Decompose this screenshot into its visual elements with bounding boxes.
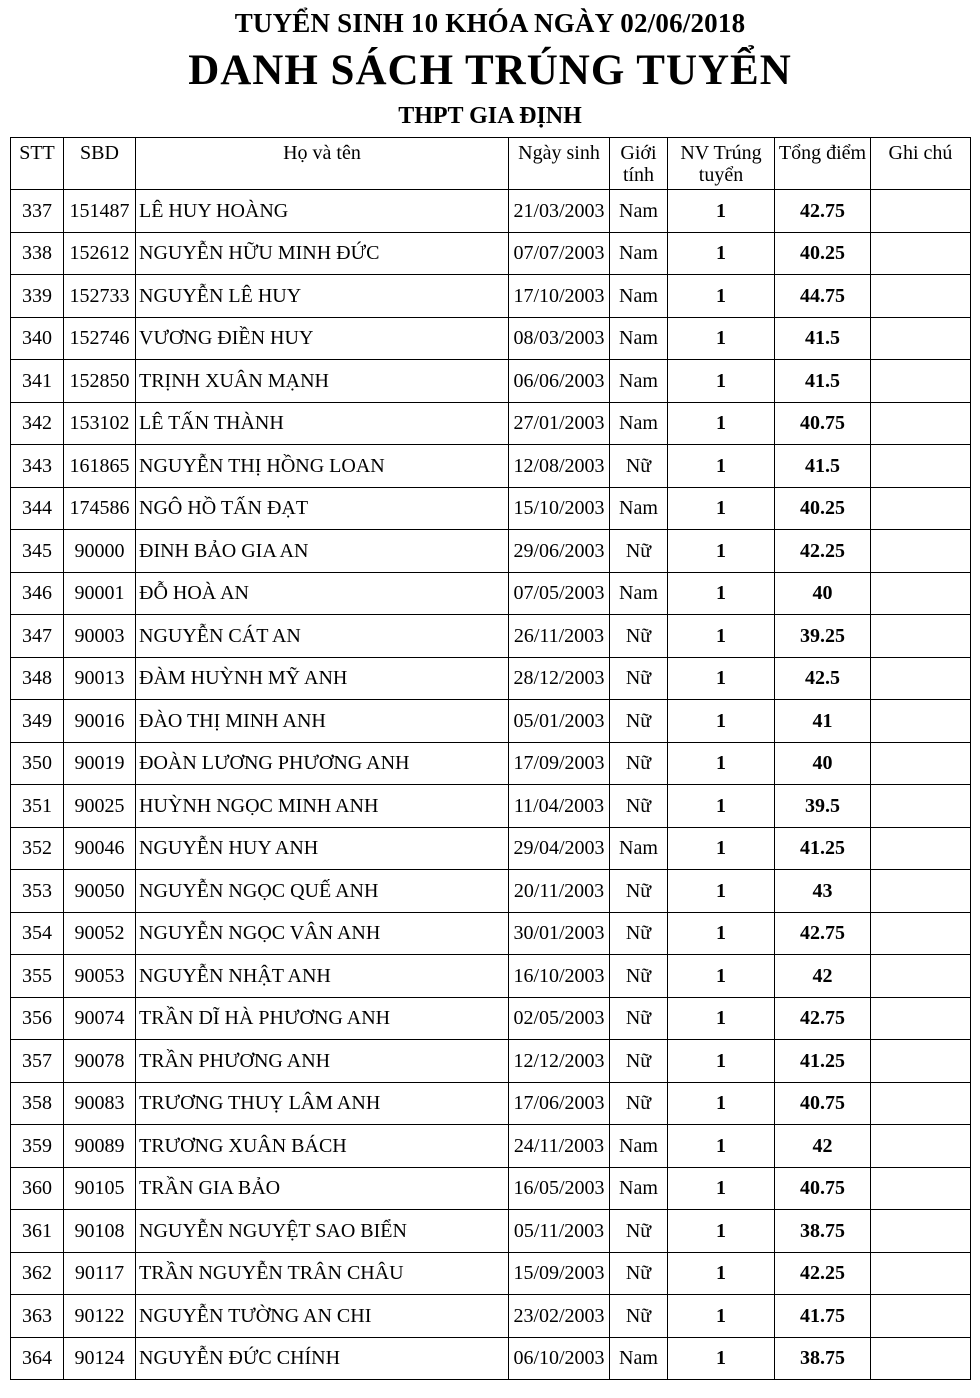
cell-note	[871, 402, 971, 445]
cell-dob: 17/09/2003	[509, 742, 610, 785]
cell-name: ĐÀO THỊ MINH ANH	[136, 700, 509, 743]
cell-dob: 29/04/2003	[509, 827, 610, 870]
cell-nv: 1	[668, 530, 775, 573]
cell-dob: 26/11/2003	[509, 615, 610, 658]
cell-sbd: 152733	[64, 275, 136, 318]
cell-stt: 340	[11, 317, 64, 360]
cell-sex: Nam	[610, 1125, 668, 1168]
cell-score: 42.5	[775, 657, 871, 700]
cell-name: NGUYỄN CÁT AN	[136, 615, 509, 658]
table-row	[11, 1125, 971, 1168]
cell-sex: Nữ	[610, 1295, 668, 1338]
cell-sex: Nam	[610, 190, 668, 233]
cell-sex: Nữ	[610, 530, 668, 573]
cell-sex: Nam	[610, 275, 668, 318]
cell-name: TRẦN PHƯƠNG ANH	[136, 1040, 509, 1083]
cell-name: VƯƠNG ĐIỀN HUY	[136, 317, 509, 360]
table-row	[11, 997, 971, 1040]
cell-note	[871, 657, 971, 700]
cell-stt: 338	[11, 232, 64, 275]
cell-score: 42	[775, 955, 871, 998]
cell-note	[871, 232, 971, 275]
cell-stt: 345	[11, 530, 64, 573]
cell-note	[871, 190, 971, 233]
cell-dob: 15/09/2003	[509, 1252, 610, 1295]
cell-dob: 12/12/2003	[509, 1040, 610, 1083]
cell-stt: 356	[11, 997, 64, 1040]
header-nv	[668, 138, 775, 190]
school-name: THPT GIA ĐỊNH	[398, 103, 582, 129]
cell-sbd: 90001	[64, 572, 136, 615]
cell-sbd: 90052	[64, 912, 136, 955]
cell-stt: 339	[11, 275, 64, 318]
cell-sex: Nam	[610, 1167, 668, 1210]
cell-sbd: 90016	[64, 700, 136, 743]
cell-dob: 16/05/2003	[509, 1167, 610, 1210]
cell-note	[871, 445, 971, 488]
cell-sex: Nữ	[610, 1210, 668, 1253]
table-row	[11, 190, 971, 233]
table-row	[11, 360, 971, 403]
cell-name: TRẦN GIA BẢO	[136, 1167, 509, 1210]
header-sbd: SBD	[64, 138, 136, 190]
table-row	[11, 1337, 971, 1380]
cell-nv: 1	[668, 1082, 775, 1125]
cell-nv: 1	[668, 1210, 775, 1253]
cell-stt: 352	[11, 827, 64, 870]
header-nv-line2: tuyển	[698, 164, 744, 186]
cell-name: ĐÀM HUỲNH MỸ ANH	[136, 657, 509, 700]
cell-sbd: 174586	[64, 487, 136, 530]
cell-nv: 1	[668, 1252, 775, 1295]
cell-dob: 30/01/2003	[509, 912, 610, 955]
table-row	[11, 657, 971, 700]
cell-nv: 1	[668, 955, 775, 998]
cell-stt: 363	[11, 1295, 64, 1338]
cell-score: 42.75	[775, 997, 871, 1040]
cell-stt: 360	[11, 1167, 64, 1210]
cell-stt: 353	[11, 870, 64, 913]
cell-name: NGUYỄN NHẬT ANH	[136, 955, 509, 998]
cell-sbd: 90025	[64, 785, 136, 828]
cell-stt: 361	[11, 1210, 64, 1253]
cell-score: 43	[775, 870, 871, 913]
cell-sbd: 161865	[64, 445, 136, 488]
cell-dob: 08/03/2003	[509, 317, 610, 360]
header-dob: Ngày sinh	[509, 138, 610, 190]
cell-sbd: 90019	[64, 742, 136, 785]
cell-sbd: 90074	[64, 997, 136, 1040]
admission-table	[10, 137, 971, 1380]
cell-sex: Nam	[610, 232, 668, 275]
table-row	[11, 870, 971, 913]
cell-note	[871, 912, 971, 955]
cell-score: 41.5	[775, 317, 871, 360]
cell-sex: Nữ	[610, 700, 668, 743]
cell-nv: 1	[668, 615, 775, 658]
cell-sbd: 152612	[64, 232, 136, 275]
cell-sex: Nữ	[610, 785, 668, 828]
cell-note	[871, 1082, 971, 1125]
table-row	[11, 275, 971, 318]
table-row	[11, 1082, 971, 1125]
table-row	[11, 1210, 971, 1253]
header-nv-line1: NV Trúng	[680, 142, 762, 164]
cell-stt: 350	[11, 742, 64, 785]
table-row	[11, 1167, 971, 1210]
header-name: Họ và tên	[136, 138, 509, 190]
table-row	[11, 572, 971, 615]
cell-sbd: 90013	[64, 657, 136, 700]
cell-score: 39.5	[775, 785, 871, 828]
cell-nv: 1	[668, 232, 775, 275]
cell-stt: 355	[11, 955, 64, 998]
cell-dob: 05/11/2003	[509, 1210, 610, 1253]
cell-score: 42.25	[775, 530, 871, 573]
cell-sex: Nam	[610, 827, 668, 870]
cell-sbd: 90124	[64, 1337, 136, 1380]
cell-note	[871, 870, 971, 913]
cell-sex: Nữ	[610, 615, 668, 658]
cell-name: NGÔ HỒ TẤN ĐẠT	[136, 487, 509, 530]
cell-dob: 15/10/2003	[509, 487, 610, 530]
table-body	[11, 190, 971, 1380]
header-sex-line1: Giới	[620, 142, 657, 164]
cell-score: 41.5	[775, 360, 871, 403]
cell-stt: 362	[11, 1252, 64, 1295]
cell-sbd: 90050	[64, 870, 136, 913]
cell-nv: 1	[668, 700, 775, 743]
table-row	[11, 955, 971, 998]
header-sex-line2: tính	[622, 164, 655, 186]
cell-name: NGUYỄN NGỌC VÂN ANH	[136, 912, 509, 955]
cell-name: NGUYỄN LÊ HUY	[136, 275, 509, 318]
cell-dob: 07/07/2003	[509, 232, 610, 275]
cell-nv: 1	[668, 997, 775, 1040]
cell-score: 41.25	[775, 827, 871, 870]
cell-stt: 347	[11, 615, 64, 658]
cell-nv: 1	[668, 1167, 775, 1210]
cell-score: 40.75	[775, 1167, 871, 1210]
cell-score: 40.25	[775, 232, 871, 275]
cell-name: NGUYỄN TƯỜNG AN CHI	[136, 1295, 509, 1338]
cell-name: TRƯƠNG THUỴ LÂM ANH	[136, 1082, 509, 1125]
cell-name: NGUYỄN ĐỨC CHÍNH	[136, 1337, 509, 1380]
cell-name: TRỊNH XUÂN MẠNH	[136, 360, 509, 403]
cell-sbd: 90003	[64, 615, 136, 658]
cell-sbd: 90046	[64, 827, 136, 870]
table-row	[11, 317, 971, 360]
cell-sbd: 90089	[64, 1125, 136, 1168]
cell-nv: 1	[668, 402, 775, 445]
cell-sex: Nam	[610, 487, 668, 530]
cell-stt: 344	[11, 487, 64, 530]
cell-note	[871, 997, 971, 1040]
cell-note	[871, 615, 971, 658]
cell-nv: 1	[668, 785, 775, 828]
cell-name: ĐINH BẢO GIA AN	[136, 530, 509, 573]
cell-score: 42.25	[775, 1252, 871, 1295]
cell-name: NGUYỄN HUY ANH	[136, 827, 509, 870]
cell-note	[871, 1167, 971, 1210]
cell-name: HUỲNH NGỌC MINH ANH	[136, 785, 509, 828]
cell-sbd: 90078	[64, 1040, 136, 1083]
cell-nv: 1	[668, 657, 775, 700]
cell-note	[871, 1295, 971, 1338]
cell-stt: 358	[11, 1082, 64, 1125]
cell-note	[871, 572, 971, 615]
cell-name: NGUYỄN HỮU MINH ĐỨC	[136, 232, 509, 275]
cell-dob: 27/01/2003	[509, 402, 610, 445]
cell-sex: Nam	[610, 1337, 668, 1380]
cell-sex: Nữ	[610, 657, 668, 700]
cell-stt: 364	[11, 1337, 64, 1380]
cell-note	[871, 1125, 971, 1168]
cell-score: 40.25	[775, 487, 871, 530]
cell-sex: Nam	[610, 572, 668, 615]
cell-dob: 06/06/2003	[509, 360, 610, 403]
table-row	[11, 1252, 971, 1295]
cell-sex: Nam	[610, 317, 668, 360]
cell-score: 42.75	[775, 912, 871, 955]
cell-dob: 05/01/2003	[509, 700, 610, 743]
cell-name: NGUYỄN NGUYỆT SAO BIỂN	[136, 1210, 509, 1253]
cell-name: TRẦN DĨ HÀ PHƯƠNG ANH	[136, 997, 509, 1040]
cell-sbd: 90122	[64, 1295, 136, 1338]
cell-dob: 17/06/2003	[509, 1082, 610, 1125]
document-title: TUYỂN SINH 10 KHÓA NGÀY 02/06/2018	[234, 8, 746, 38]
table-row	[11, 1040, 971, 1083]
cell-sex: Nam	[610, 402, 668, 445]
cell-nv: 1	[668, 1295, 775, 1338]
cell-name: TRẦN NGUYỄN TRÂN CHÂU	[136, 1252, 509, 1295]
cell-name: LÊ HUY HOÀNG	[136, 190, 509, 233]
cell-score: 38.75	[775, 1210, 871, 1253]
cell-score: 41.75	[775, 1295, 871, 1338]
cell-nv: 1	[668, 870, 775, 913]
cell-note	[871, 827, 971, 870]
cell-note	[871, 1337, 971, 1380]
cell-name: ĐOÀN LƯƠNG PHƯƠNG ANH	[136, 742, 509, 785]
cell-score: 39.25	[775, 615, 871, 658]
header-stt: STT	[11, 138, 64, 190]
cell-nv: 1	[668, 445, 775, 488]
cell-stt: 342	[11, 402, 64, 445]
cell-dob: 06/10/2003	[509, 1337, 610, 1380]
cell-sex: Nữ	[610, 870, 668, 913]
cell-score: 40.75	[775, 402, 871, 445]
cell-nv: 1	[668, 275, 775, 318]
table-row	[11, 402, 971, 445]
cell-dob: 12/08/2003	[509, 445, 610, 488]
cell-note	[871, 317, 971, 360]
cell-nv: 1	[668, 1125, 775, 1168]
cell-score: 41.5	[775, 445, 871, 488]
cell-note	[871, 1252, 971, 1295]
cell-name: LÊ TẤN THÀNH	[136, 402, 509, 445]
table-row	[11, 912, 971, 955]
cell-note	[871, 742, 971, 785]
cell-sex: Nữ	[610, 742, 668, 785]
cell-nv: 1	[668, 1337, 775, 1380]
cell-sex: Nữ	[610, 912, 668, 955]
cell-sex: Nữ	[610, 955, 668, 998]
cell-score: 40	[775, 742, 871, 785]
cell-score: 42.75	[775, 190, 871, 233]
cell-note	[871, 700, 971, 743]
cell-sbd: 90083	[64, 1082, 136, 1125]
cell-dob: 17/10/2003	[509, 275, 610, 318]
cell-dob: 28/12/2003	[509, 657, 610, 700]
cell-name: NGUYỄN NGỌC QUẾ ANH	[136, 870, 509, 913]
cell-sbd: 90105	[64, 1167, 136, 1210]
cell-note	[871, 955, 971, 998]
cell-sbd: 90000	[64, 530, 136, 573]
cell-nv: 1	[668, 190, 775, 233]
cell-score: 41.25	[775, 1040, 871, 1083]
cell-dob: 16/10/2003	[509, 955, 610, 998]
cell-stt: 348	[11, 657, 64, 700]
cell-stt: 354	[11, 912, 64, 955]
header-score: Tổng điểm	[775, 138, 871, 190]
table-row	[11, 615, 971, 658]
cell-dob: 07/05/2003	[509, 572, 610, 615]
cell-stt: 359	[11, 1125, 64, 1168]
table-row	[11, 700, 971, 743]
table-row	[11, 785, 971, 828]
cell-stt: 349	[11, 700, 64, 743]
cell-score: 44.75	[775, 275, 871, 318]
cell-sex: Nữ	[610, 445, 668, 488]
cell-sex: Nam	[610, 360, 668, 403]
cell-note	[871, 1210, 971, 1253]
cell-sbd: 90053	[64, 955, 136, 998]
table-row	[11, 827, 971, 870]
cell-sbd: 151487	[64, 190, 136, 233]
cell-dob: 11/04/2003	[509, 785, 610, 828]
cell-dob: 29/06/2003	[509, 530, 610, 573]
cell-score: 40.75	[775, 1082, 871, 1125]
cell-nv: 1	[668, 912, 775, 955]
table-row	[11, 1295, 971, 1338]
cell-sbd: 152746	[64, 317, 136, 360]
cell-sex: Nữ	[610, 1040, 668, 1083]
cell-score: 42	[775, 1125, 871, 1168]
cell-nv: 1	[668, 827, 775, 870]
cell-sex: Nữ	[610, 1082, 668, 1125]
header-note: Ghi chú	[871, 138, 971, 190]
cell-note	[871, 785, 971, 828]
cell-sex: Nữ	[610, 997, 668, 1040]
cell-stt: 341	[11, 360, 64, 403]
cell-nv: 1	[668, 487, 775, 530]
cell-stt: 337	[11, 190, 64, 233]
table-row	[11, 232, 971, 275]
cell-name: ĐỖ HOÀ AN	[136, 572, 509, 615]
cell-score: 41	[775, 700, 871, 743]
cell-stt: 357	[11, 1040, 64, 1083]
cell-score: 38.75	[775, 1337, 871, 1380]
header-sex	[610, 138, 668, 190]
cell-dob: 20/11/2003	[509, 870, 610, 913]
cell-note	[871, 275, 971, 318]
table-header	[11, 138, 971, 190]
cell-sbd: 90108	[64, 1210, 136, 1253]
cell-nv: 1	[668, 317, 775, 360]
cell-dob: 24/11/2003	[509, 1125, 610, 1168]
cell-note	[871, 487, 971, 530]
table-row	[11, 530, 971, 573]
cell-nv: 1	[668, 1040, 775, 1083]
cell-nv: 1	[668, 742, 775, 785]
table-row	[11, 742, 971, 785]
cell-name: NGUYỄN THỊ HỒNG LOAN	[136, 445, 509, 488]
table-row	[11, 445, 971, 488]
cell-score: 40	[775, 572, 871, 615]
table-row	[11, 487, 971, 530]
cell-stt: 351	[11, 785, 64, 828]
cell-note	[871, 1040, 971, 1083]
cell-sbd: 152850	[64, 360, 136, 403]
cell-stt: 346	[11, 572, 64, 615]
cell-dob: 02/05/2003	[509, 997, 610, 1040]
list-heading: DANH SÁCH TRÚNG TUYỂN	[188, 47, 792, 94]
cell-dob: 23/02/2003	[509, 1295, 610, 1338]
cell-sex: Nữ	[610, 1252, 668, 1295]
cell-stt: 343	[11, 445, 64, 488]
cell-note	[871, 360, 971, 403]
cell-sbd: 153102	[64, 402, 136, 445]
cell-nv: 1	[668, 360, 775, 403]
cell-dob: 21/03/2003	[509, 190, 610, 233]
cell-note	[871, 530, 971, 573]
cell-nv: 1	[668, 572, 775, 615]
cell-sbd: 90117	[64, 1252, 136, 1295]
cell-name: TRƯƠNG XUÂN BÁCH	[136, 1125, 509, 1168]
